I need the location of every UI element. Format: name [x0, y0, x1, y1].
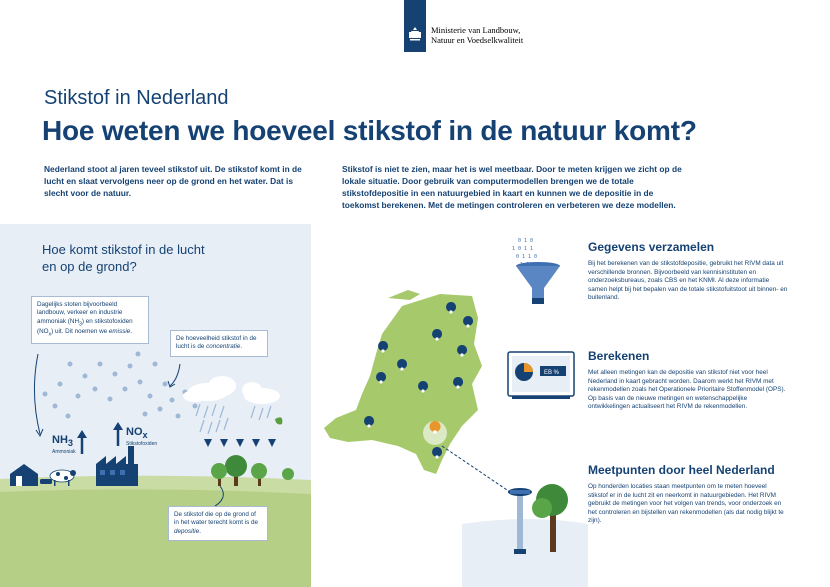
emission-term: emissie: [108, 328, 131, 336]
emission-period: .: [130, 328, 133, 336]
emission-text-1: Dagelijks stoten bijvoorbeeld landbouw, verkeer en industrie ammoniak (NH: [37, 301, 123, 325]
svg-text:0 1 1 0: 0 1 1 0: [516, 254, 538, 260]
ministry-logo-bar: [404, 0, 426, 52]
section-text: Op honderden locaties staan meetpunten om te meten hoeveel stikstof er in de lucht zit en neerkomt in natuurgebieden. Het RIVM gebruikt de metingen voor het volgen van trends, voor onderzoek en het controleren en bijstellen van rekenmodellen (als dat nodig blijkt te zijn).: [588, 483, 784, 525]
callout-concentration: [170, 330, 268, 357]
nh3-subscript: 3: [67, 438, 73, 449]
intro-left: Nederland stoot al jaren teveel stikstof uit. De stikstof komt in de lucht en slaat vervolgens neer op de grond en het water. Dat is slecht voor de natuur.: [44, 164, 302, 198]
ministry-name: [431, 25, 523, 45]
section-title: Berekenen: [588, 349, 650, 363]
section-data-collection: [588, 240, 788, 303]
nox-caption: Stikstofoxiden: [126, 441, 158, 448]
nitrogen-cycle-panel: [0, 224, 311, 587]
section-text: Bij het berekenen van de stikstofdepositie, gebruikt het RIVM data uit verschillende bronnen. Bijvoorbeeld van kennisinstituten en onderzoeksbureaus, zoals CBS en het KNMI. Al deze informatie samen helpt bij het bepalen van de totale stikstofuitstoot uit binnen- en buitenland.: [588, 260, 788, 302]
funnel-icon: [516, 262, 560, 304]
emission-text-3: ) uit. Dit noemen we: [51, 328, 109, 336]
computer-screen-icon: [508, 352, 574, 399]
section-title: Gegevens verzamelen: [588, 240, 715, 254]
netherlands-map-illustration: [312, 224, 588, 587]
nh3-symbol: NH: [52, 434, 68, 446]
nox-label: [126, 426, 157, 447]
concentration-period: .: [240, 343, 243, 351]
callout-deposition: [168, 506, 268, 541]
section-text: Met alleen metingen kan de depositie van stikstof niet voor heel Nederland in kaart gebracht worden. Daarom werkt het RIVM met rekenmodellen zoals het Operationele Prioritaire Stoffenmodel (OPS). Op basis van de nieuwe metingen en wetenschappelijke ontwikkelingen actualiseert het RIVM de rekenmodellen.: [588, 369, 786, 411]
panel-title-line-1: Hoe komt stikstof in de lucht: [42, 242, 205, 257]
nox-subscript: x: [142, 430, 148, 441]
ministry-line-2: Natuur en Voedselkwaliteit: [431, 35, 524, 45]
concentration-text: De hoeveelheid stikstof in de lucht is de: [176, 335, 257, 351]
panel-title-line-2: en op de grond?: [42, 259, 137, 274]
emission-sub-1: 3: [79, 320, 82, 327]
concentration-term: concentratie: [206, 343, 241, 351]
nox-symbol: NO: [126, 426, 143, 438]
panel-title: [42, 241, 262, 275]
svg-text:1 0 1 1: 1 0 1 1: [512, 246, 534, 252]
section-calculation: [588, 349, 788, 412]
callout-emission: [31, 296, 149, 344]
crest-icon: [407, 26, 423, 42]
ministry-line-1: Ministerie van Landbouw,: [431, 25, 521, 35]
intro-right: Stikstof is niet te zien, maar het is wel meetbaar. Door te meten krijgen we zicht op de lokale situatie. Door gebruik van computermodellen brengen we de totale stikstofdepositie in een natuurgebied in kaart en kunnen we de depositie in de toekomst berekenen. Met de metingen controleren en verbeteren we deze modellen.: [342, 164, 682, 210]
nh3-caption: Ammoniak: [52, 449, 76, 456]
svg-text:0 1 0: 0 1 0: [518, 238, 534, 244]
section-measuring-points: [588, 463, 788, 526]
nh3-label: [52, 434, 76, 455]
section-title: Meetpunten door heel Nederland: [588, 463, 775, 477]
deposition-text: De stikstof die op de grond of in het water terecht komt is de: [174, 511, 258, 527]
deposition-period: .: [199, 527, 201, 535]
deposition-term: depositie: [174, 527, 200, 535]
page-kicker: Stikstof in Nederland: [44, 87, 229, 109]
page-title: Hoe weten we hoeveel stikstof in de natuur komt?: [42, 115, 697, 146]
emission-text-2: ) en stikstofoxiden (NO: [37, 317, 133, 336]
emission-sub-2: x: [48, 331, 52, 338]
screen-label: EB %: [544, 370, 560, 376]
measuring-station-icon: [462, 484, 588, 587]
